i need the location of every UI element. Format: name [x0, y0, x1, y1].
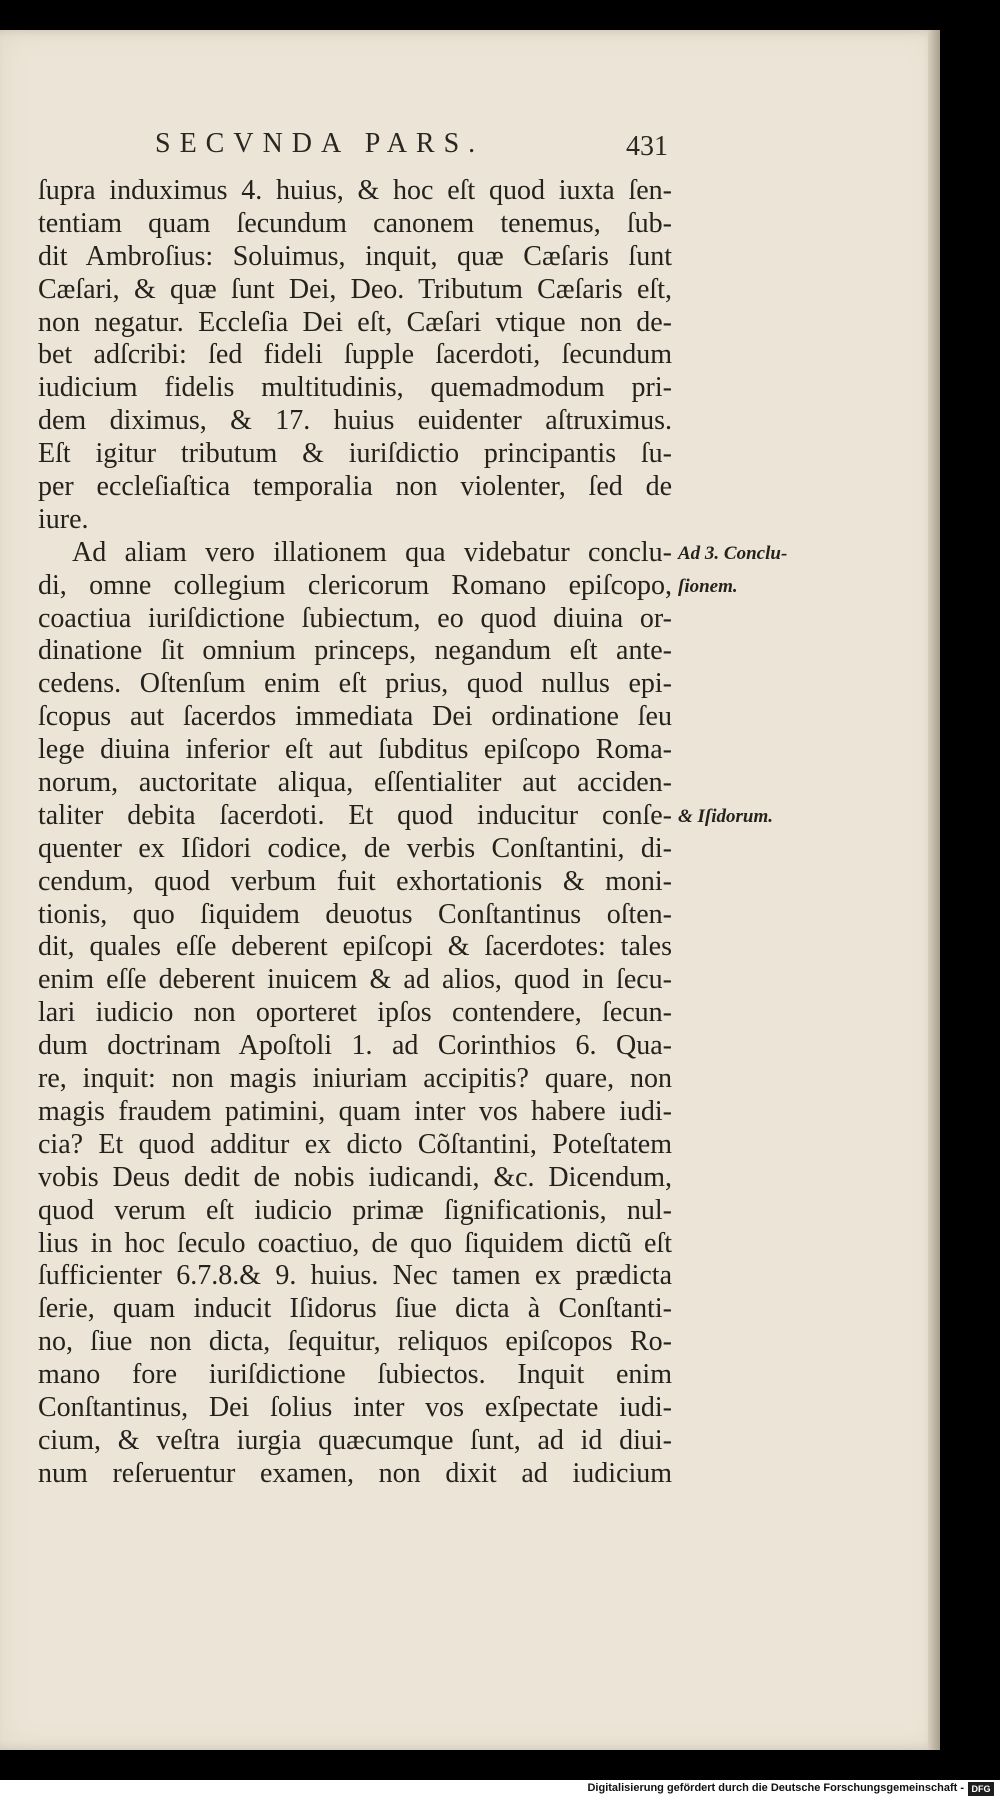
main-text-block	[38, 175, 672, 1491]
text-line: Cæſari, & quæ ſunt Dei, Deo. Tributum Cæſaris eſt,	[38, 273, 672, 305]
text-line: re, inquit: non magis iniuriam accipitis? quare, non	[38, 1063, 672, 1095]
text-line: tentiam quam ſecundum canonem tenemus, ſub-	[38, 207, 672, 239]
text-line: bet adſcribi: ſed fideli ſupple ſacerdoti, ſecundum	[38, 339, 672, 371]
text-line: dit, quales eſſe deberent epiſcopi & ſacerdotes: tales	[38, 931, 672, 963]
text-line: lius in hoc ſeculo coactiuo, de quo ſiquidem dictũ eſt	[38, 1227, 672, 1259]
text-line: num reſeruentur examen, non dixit ad iudicium	[38, 1457, 672, 1489]
text-line: quod verum eſt iudicio primæ ſignificationis, nul-	[38, 1194, 672, 1226]
text-line: ſupra induximus 4. huius, & hoc eſt quod iuxta ſen-	[38, 175, 672, 206]
text-line: dum doctrinam Apoſtoli 1. ad Corinthios 6. Qua-	[38, 1030, 672, 1062]
text-line: non negatur. Eccleſia Dei eſt, Cæſari vtique non de-	[38, 306, 672, 338]
text-line: cendum, quod verbum fuit exhortationis & moni-	[38, 865, 672, 897]
running-head: SECVNDA PARS.	[155, 128, 485, 159]
text-line: Ad aliam vero illationem qua videbatur conclu-	[72, 536, 672, 568]
dfg-logo: DFG	[968, 1782, 994, 1796]
text-line: vobis Deus dedit de nobis iudicandi, &c. Dicendum,	[38, 1161, 672, 1193]
text-line: taliter debita ſacerdoti. Et quod inducitur conſe-	[38, 799, 672, 831]
margin-note: & Iſidorum.	[678, 806, 774, 828]
text-line: cedens. Oſtenſum enim eſt prius, quod nullus epi-	[38, 668, 672, 700]
text-line: dit Ambroſius: Soluimus, inquit, quæ Cæſaris ſunt	[38, 240, 672, 272]
text-line: Conſtantinus, Dei ſolius inter vos exſpectate iudi-	[38, 1391, 672, 1423]
text-line: coactiua iuriſdictione ſubiectum, eo quod diuina or-	[38, 602, 672, 634]
text-line: magis fraudem patimini, quam inter vos habere iudi-	[38, 1095, 672, 1127]
footer-credit: Digitalisierung gefördert durch die Deutsche Forschungsgemeinschaft -	[587, 1782, 964, 1794]
text-line: enim eſſe deberent inuicem & ad alios, quod in ſecu-	[38, 964, 672, 996]
text-line: mano fore iuriſdictione ſubiectos. Inquit enim	[38, 1359, 672, 1391]
text-line: per eccleſiaſtica temporalia non violenter, ſed de	[38, 471, 672, 503]
text-line: Eſt igitur tributum & iuriſdictio principantis ſu-	[38, 438, 672, 470]
text-line: ſufficienter 6.7.8.& 9. huius. Nec tamen ex prædicta	[38, 1260, 672, 1292]
text-line: ſcopus aut ſacerdos immediata Dei ordinatione ſeu	[38, 701, 672, 733]
text-line: iure.	[38, 503, 89, 535]
text-line: cia? Et quod additur ex dicto Cõſtantini, Poteſtatem	[38, 1128, 672, 1160]
margin-note: ſionem.	[678, 575, 738, 597]
margin-note: Ad 3. Conclu-	[678, 542, 788, 564]
text-line: tionis, quo ſiquidem deuotus Conſtantinus oſten-	[38, 898, 672, 930]
page-edge	[928, 30, 940, 1750]
text-line: ſerie, quam inducit Iſidorus ſiue dicta à Conſtanti-	[38, 1293, 672, 1325]
text-line: cium, & veſtra iurgia quæcumque ſunt, ad id diui-	[38, 1424, 672, 1456]
text-line: lege diuina inferior eſt aut ſubditus epiſcopo Roma-	[38, 734, 672, 766]
text-line: norum, auctoritate aliqua, eſſentialiter aut acciden-	[38, 767, 672, 799]
text-line: quenter ex Iſidori codice, de verbis Conſtantini, di-	[38, 832, 672, 864]
footer-bar	[0, 1780, 1000, 1800]
text-line: lari iudicio non oporteret ipſos contendere, ſecun-	[38, 997, 672, 1029]
text-line: iudicium fidelis multitudinis, quemadmodum pri-	[38, 372, 672, 404]
text-line: dinatione ſit omnium princeps, negandum eſt ante-	[38, 635, 672, 667]
text-line: no, ſiue non dicta, ſequitur, reliquos epiſcopos Ro-	[38, 1326, 672, 1358]
text-line: di, omne collegium clericorum Romano epiſcopo,	[38, 569, 672, 601]
page-number: 431	[626, 131, 668, 162]
text-line: dem diximus, & 17. huius euidenter aſtruximus.	[38, 405, 672, 437]
